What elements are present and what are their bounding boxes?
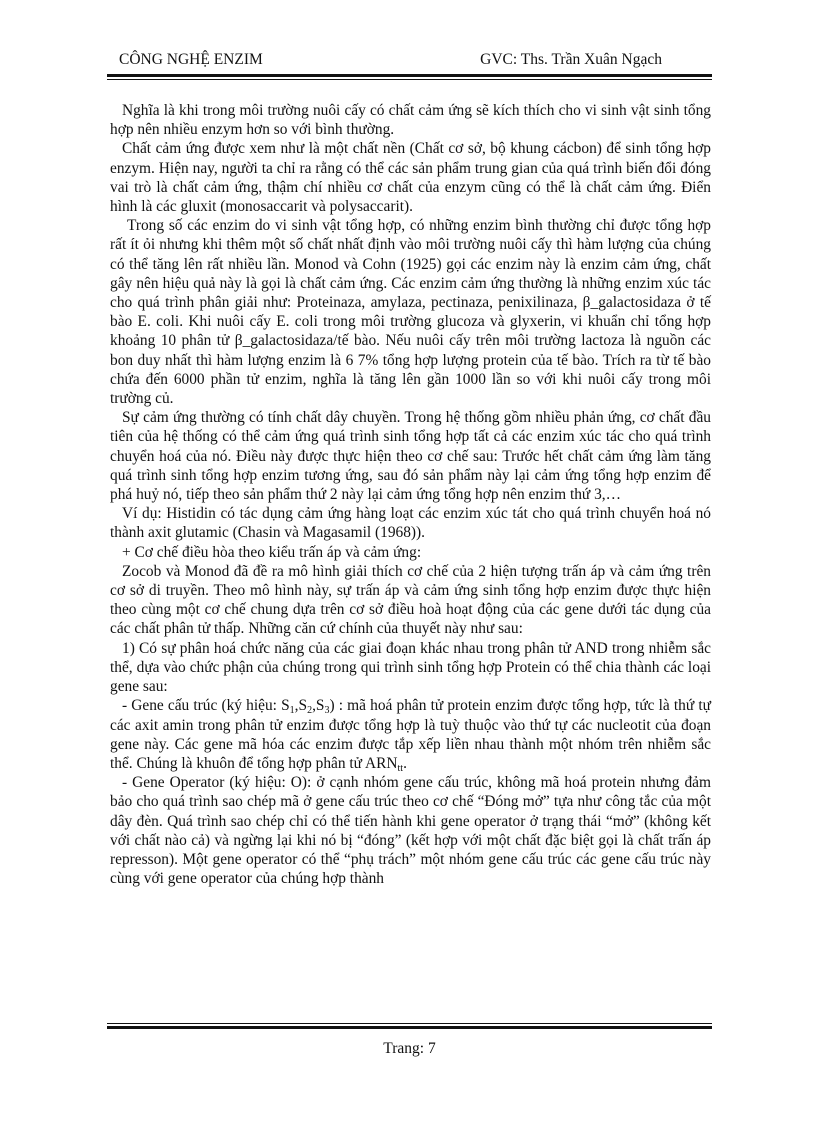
page-body — [110, 101, 711, 888]
section-heading: + Cơ chế điều hòa theo kiểu trấn áp và cảm ứng: — [122, 543, 422, 561]
header-author: GVC: Ths. Trần Xuân Ngạch — [480, 51, 662, 68]
subscript: 2 — [307, 705, 313, 717]
paragraph-gene-structure — [110, 696, 711, 773]
page-header — [107, 49, 712, 73]
header-title: CÔNG NGHỆ ENZIM — [119, 51, 263, 68]
text-run: ,S — [312, 697, 325, 715]
paragraph: Nghĩa là khi trong môi trường nuôi cấy có chất cảm ứng sẽ kích thích cho vi sinh vật sinh tổng hợp nên nhiều enzym hơn so với bình thường. — [110, 102, 711, 139]
paragraph: Trong số các enzim do vi sinh vật tổng hợp, có những enzim bình thường chỉ được tổng hợp rất ít ỏi nhưng khi thêm một số chất nhất định vào môi trường nuôi cấy thì hàm lượng của chúng có thể tăng lên rất nhiều lần. Monod và Cohn (1925) gọi các enzim này là enzim cảm ứng, chất gây nên hiệu quả này là gọi là chất cảm ứng. Các enzim cảm ứng thường là những enzim xúc tác cho quá trình phân giải như: Proteinaza, amylaza, pectinaza, penixilinaza, β_galactosidaza ở tế bào E. coli. Khi nuôi cấy E. coli trong môi trường glucoza và glyxerin, vi khuẩn chỉ tổng hợp khoảng 10 phân tử β_galactosidaza/tế bào. Nếu nuôi cấy trên môi trường lactoza là nguồn các bon duy nhất thì hàm lượng enzim là 6 7% tổng hợp lượng protein của tế bào. Trích ra từ tế bào chứa đến 6000 phần tử enzim, nghĩa là tăng lên gần 1000 lần so với khi nuôi cấy trong môi trường củ. — [110, 217, 711, 408]
paragraph-gene-operator: - Gene Operator (ký hiệu: O): ở cạnh nhóm gene cấu trúc, không mã hoá protein nhưng đảm bảo cho quá trình sao chép mã ở gene cấu trúc theo cơ chế “Đóng mở” tựa như công tắc của một dây đèn. Quá trình sao chép chỉ có thể tiến hành khi gene operator ở trạng thái “mở” (không kết với chất nào cả) và ngừng lại khi nó bị “đóng” (kết hợp với một chất đặc biệt gọi là chất trấn áp represson). Một gene operator có thể “phụ trách” một nhóm gene cấu trúc các gene cấu trúc này cùng với gene operator của chúng hợp thành — [110, 774, 711, 888]
paragraph: Zocob và Monod đã đề ra mô hình giải thích cơ chế của 2 hiện tượng trấn áp và cảm ứng trên cơ sở di truyền. Theo mô hình này, sự trấn áp và cảm ứng sinh tổng hợp enzim được thực hiện theo cùng một cơ chế chung dựa trên cơ sở điều hoà hoạt động của các gene dưới tác dụng của các chất phân tử thấp. Những căn cứ chính của thuyết này như sau: — [110, 562, 711, 638]
page-number: Trang: 7 — [383, 1040, 436, 1057]
text-run: . — [403, 754, 407, 772]
paragraph: Ví dụ: Histidin có tác dụng cảm ứng hàng loạt các enzim xúc tát cho quá trình chuyển hoá nó thành axit glutamic (Chasin và Magasamil (1968)). — [110, 505, 711, 542]
paragraph: Sự cảm ứng thường có tính chất dây chuyền. Trong hệ thống gồm nhiều phản ứng, cơ chất đầu tiên của hệ thống có thể cảm ứng quá trình sinh tổng hợp tất cả các enzim xúc tác cho quá trình chuyển hoá của nó. Điều này được thực hiện theo cơ chế sau: Trước hết chất cảm ứng làm tăng quá trình sinh tổng hợp enzim tương ứng, sau đó sản phẩm này lại cảm ứng tổng hợp enzim để phá huỷ nó, tiếp theo sản phẩm thứ 2 này lại cảm ứng tổng hợp nên enzim thứ 3,… — [110, 409, 711, 504]
paragraph: 1) Có sự phân hoá chức năng của các giai đoạn khác nhau trong phân tử AND trong nhiễm sắc thể, dựa vào chức phận của chúng trong qui trình sinh tổng hợp Protein có thể chia thành các loại gene sau: — [110, 639, 711, 696]
text-run: - Gene cấu trúc (ký hiệu: S — [122, 697, 290, 715]
header-rule-thick — [107, 74, 712, 77]
footer-rule-thick — [107, 1026, 712, 1029]
subscript: 3 — [324, 705, 330, 717]
subscript: 1 — [289, 705, 295, 717]
header-rule-thin — [107, 79, 712, 80]
text-run: ,S — [294, 697, 308, 715]
footer-rule-thin — [107, 1023, 712, 1024]
paragraph: Chất cảm ứng được xem như là một chất nền (Chất cơ sở, bộ khung cácbon) để sinh tổng hợp enzym. Hiện nay, người ta chỉ ra rằng có thể các sản phẩm trung gian của quá trình biến đổi đóng vai trò là chất cảm ứng, thậm chí nhiều cơ chất của enzym cũng có thể là chất cảm ứng. Điển hình là các gluxit (monosaccarit và polysaccarit). — [110, 140, 711, 216]
text-run: ) : mã hoá phân tử protein enzim được tổng hợp, tức là thứ tự các axit amin trong phân tử enzim được tổng hợp là tuỳ thuộc vào thứ tự các nucleotit của đoạn gene này. Các gene mã hóa các enzim được tắp xếp liền nhau thành một nhóm trên nhiễm sắc thể. Chúng là khuôn để tổng hợp phân tử ARN — [110, 697, 711, 772]
subscript: tt — [397, 762, 404, 774]
